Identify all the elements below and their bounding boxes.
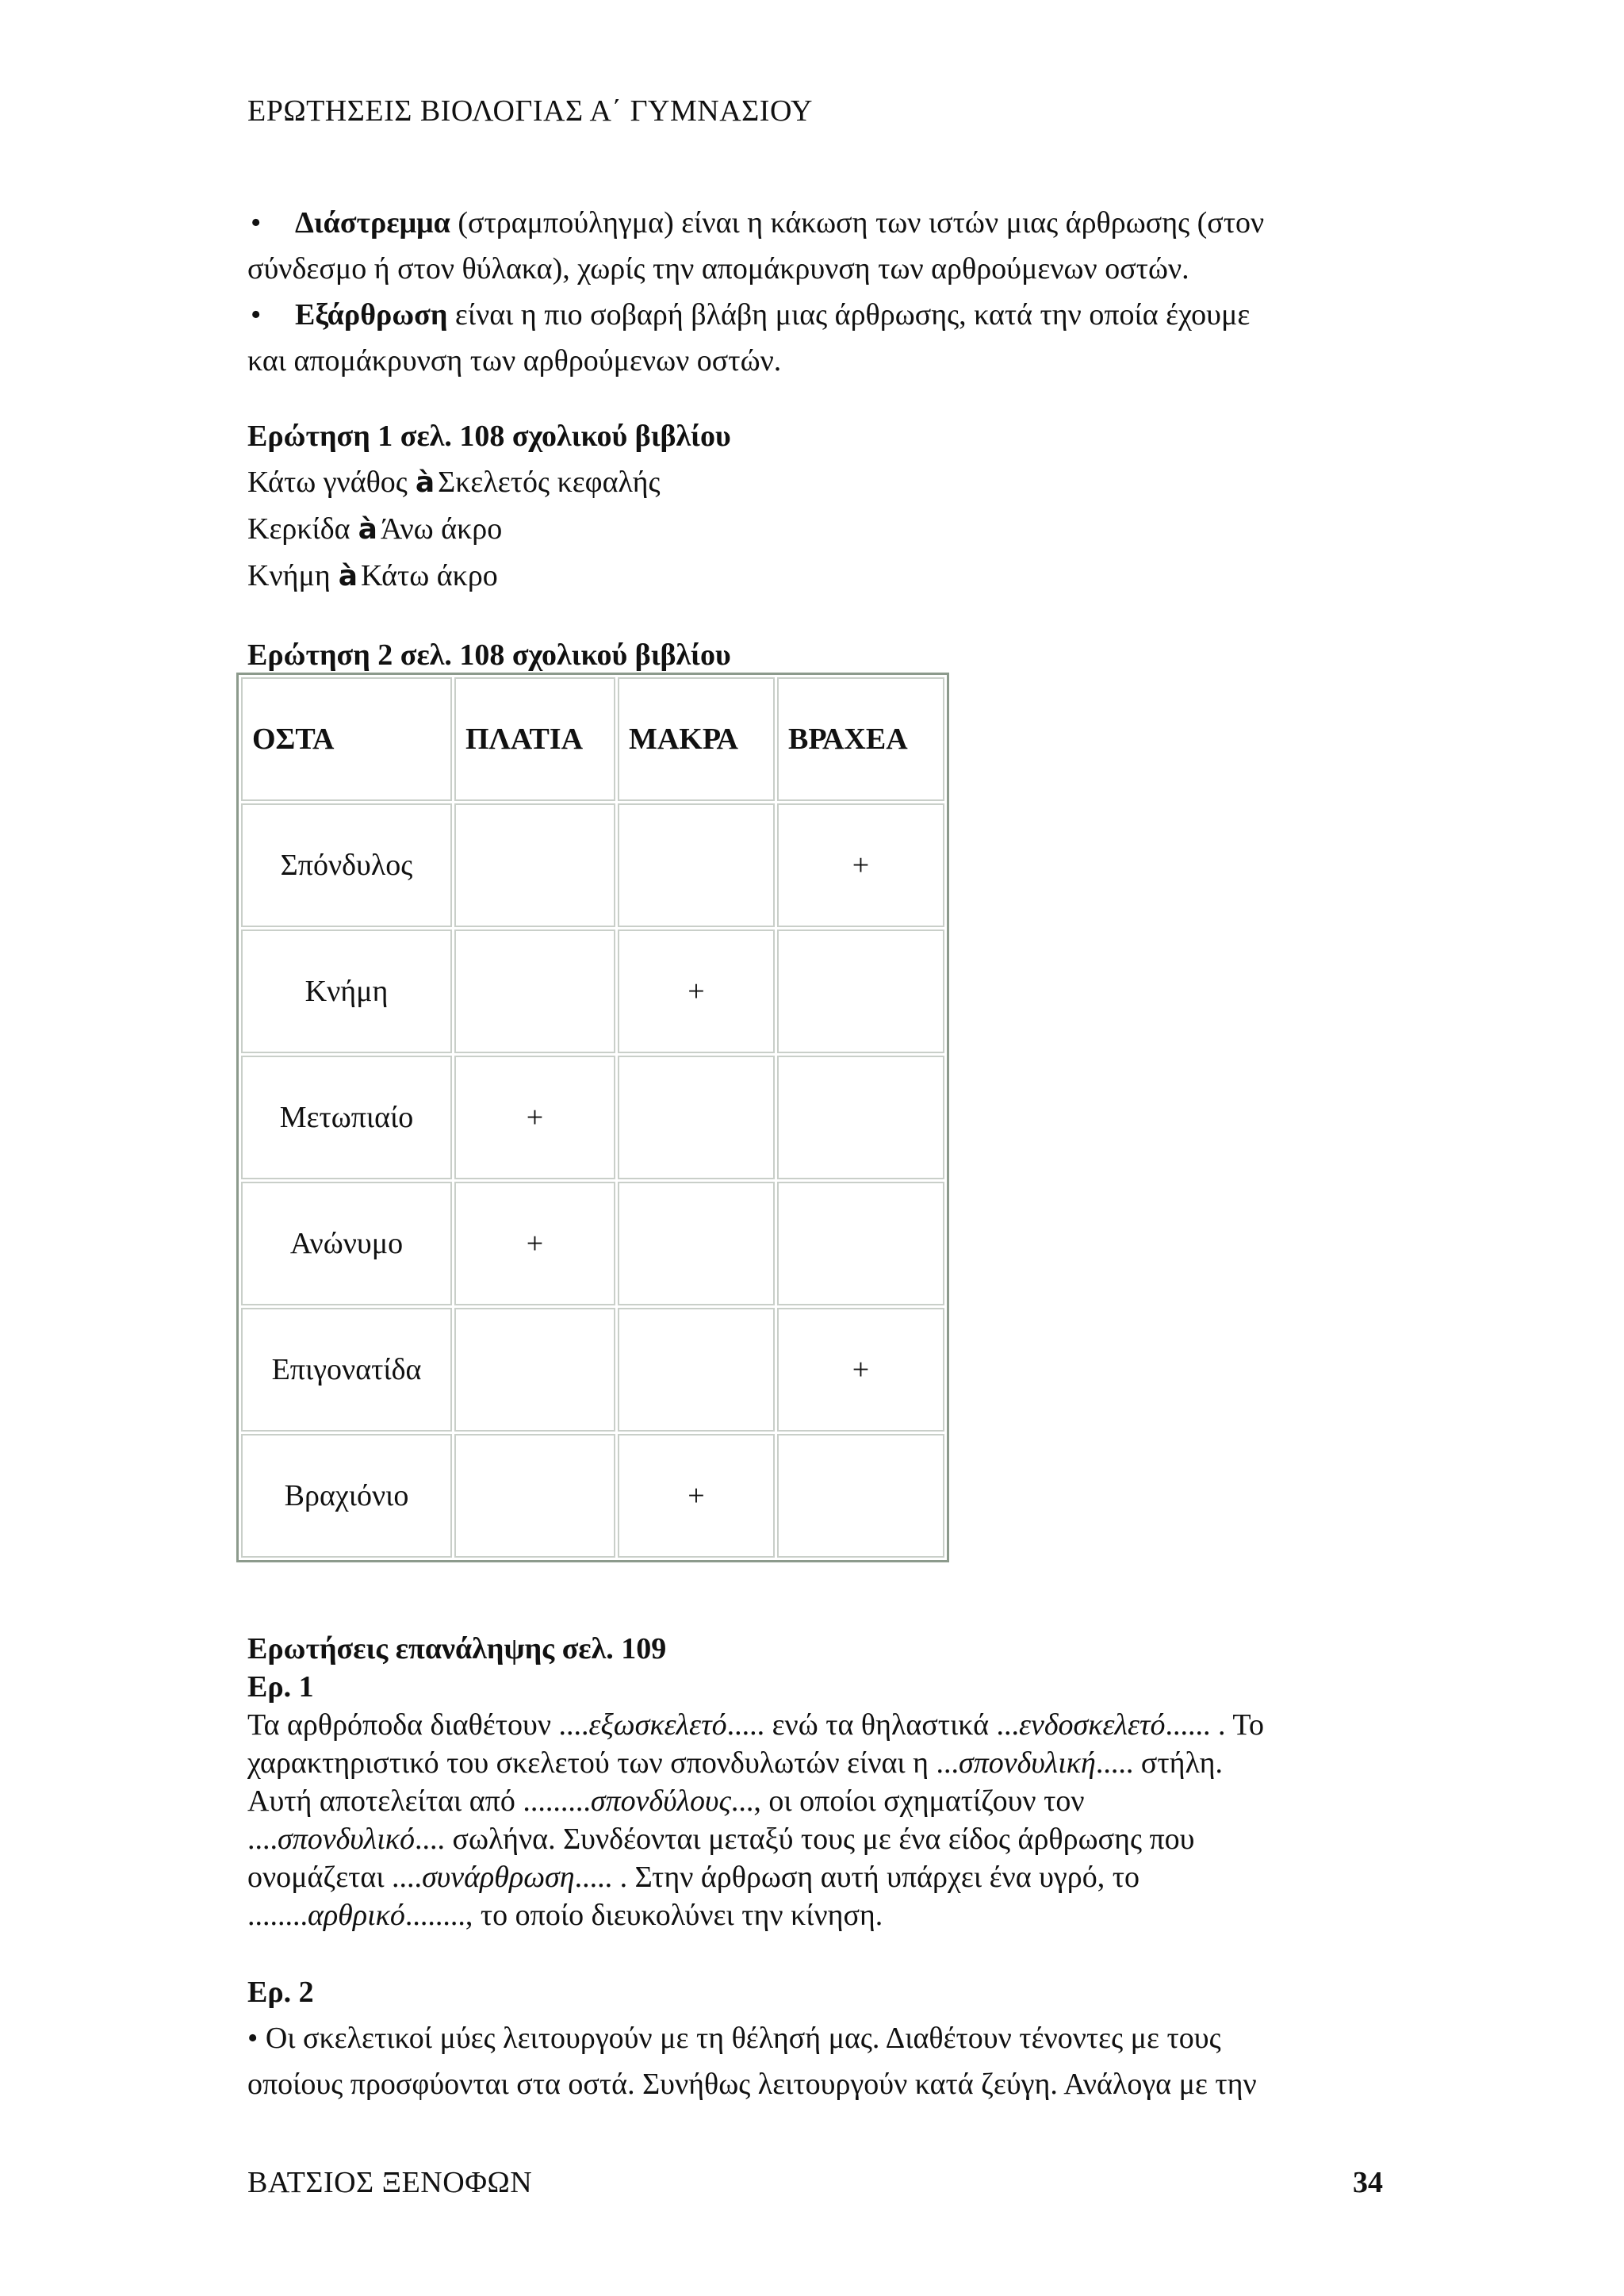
mark-cell: + xyxy=(454,1056,615,1179)
arrow-icon: à xyxy=(358,513,377,546)
table-row xyxy=(241,930,944,1053)
bone-name-cell: Επιγονατίδα xyxy=(241,1308,452,1432)
mark-cell xyxy=(777,1182,944,1305)
review-question-label: Ερ. 2 xyxy=(247,1976,314,2009)
mark-cell: + xyxy=(777,803,944,927)
mark-cell xyxy=(454,1308,615,1432)
paragraph-line: χαρακτηριστικό του σκελετού των σπονδυλωτών είναι η ...σπονδυλική..... στήλη. xyxy=(247,1746,1223,1780)
paragraph-line: ....σπονδυλικό.... σωλήνα. Συνδέονται μεταξύ τους με ένα είδος άρθρωσης που xyxy=(247,1823,1195,1856)
paragraph-line: Τα αρθρόποδα διαθέτουν ....εξωσκελετό..... ενώ τα θηλαστικά ...ενδοσκελετό...... . Το xyxy=(247,1708,1264,1742)
answer-text: σπονδύλους xyxy=(590,1784,731,1818)
table-header-row xyxy=(241,677,944,801)
mark-cell xyxy=(454,1434,615,1558)
review-section xyxy=(247,1630,1389,1934)
answer-text: εξωσκελετό xyxy=(588,1708,727,1742)
mapping-row: Κάτω γνάθος à Σκελετός κεφαλής xyxy=(247,459,1389,506)
question1-heading: Ερώτηση 1 σελ. 108 σχολικού βιβλίου xyxy=(247,420,731,453)
paragraph-line: Αυτή αποτελείται από .........σπονδύλους..., οι οποίοι σχηματίζουν τον xyxy=(247,1784,1085,1818)
definition-item xyxy=(247,292,1389,338)
paragraph-line: οποίους προσφύονται στα οστά. Συνήθως λειτουργούν κατά ζεύγη. Ανάλογα με την xyxy=(247,2068,1257,2101)
mark-cell xyxy=(777,1434,944,1558)
review-question2 xyxy=(247,1969,1389,2107)
mapping-row: Κνήμη à Κάτω άκρο xyxy=(247,553,1389,600)
question2-heading: Ερώτηση 2 σελ. 108 σχολικού βιβλίου xyxy=(247,638,731,672)
paragraph-line: ονομάζεται ....συνάρθρωση..... . Στην άρθρωση αυτή υπάρχει ένα υγρό, το xyxy=(247,1861,1139,1894)
mark-cell: + xyxy=(454,1182,615,1305)
mark-cell: + xyxy=(777,1308,944,1432)
bone-name-cell: Μετωπιαίο xyxy=(241,1056,452,1179)
review-question-label: Ερ. 1 xyxy=(247,1670,314,1704)
mark-cell xyxy=(454,803,615,927)
definition-term: Διάστρεμμα xyxy=(295,206,450,240)
arrow-icon: à xyxy=(338,560,358,592)
answer-text: σπονδυλικό xyxy=(278,1823,416,1856)
bullet-icon: • xyxy=(247,2022,259,2055)
definition-text: (στραμπούληγμα) είναι η κάκωση των ιστών μιας άρθρωσης (στον xyxy=(450,206,1265,240)
page-header: ΕΡΩΤΗΣΕΙΣ ΒΙΟΛΟΓΙΑΣ Α΄ ΓΥΜΝΑΣΙΟΥ xyxy=(247,94,813,128)
definition-item xyxy=(247,200,1389,246)
page-footer-author: ΒΑΤΣΙΟΣ ΞΕΝΟΦΩΝ xyxy=(247,2166,533,2199)
answer-text: ενδοσκελετό xyxy=(1019,1708,1166,1742)
review-heading: Ερωτήσεις επανάληψης σελ. 109 xyxy=(247,1632,667,1665)
column-header: ΠΛΑΤΙΑ xyxy=(454,677,615,801)
mark-cell xyxy=(777,1056,944,1179)
mark-cell xyxy=(618,1182,775,1305)
definitions-section xyxy=(247,200,1389,384)
answer-text: σπονδυλική xyxy=(959,1746,1096,1780)
definition-text: είναι η πιο σοβαρή βλάβη μιας άρθρωσης, κατά την οποία έχουμε xyxy=(447,298,1251,332)
bone-name-cell: Κνήμη xyxy=(241,930,452,1053)
table-row xyxy=(241,1434,944,1558)
bone-name-cell: Βραχιόνιο xyxy=(241,1434,452,1558)
table-row xyxy=(241,1056,944,1179)
mark-cell: + xyxy=(618,930,775,1053)
column-header: ΟΣΤΑ xyxy=(241,677,452,801)
question2-section xyxy=(247,632,1389,678)
question1-section xyxy=(247,413,1389,600)
paragraph-line: • Οι σκελετικοί μύες λειτουργούν με τη θέλησή μας. Διαθέτουν τένοντες με τους xyxy=(247,2022,1221,2055)
mark-cell: + xyxy=(618,1434,775,1558)
mark-cell xyxy=(618,1056,775,1179)
bone-name-cell: Σπόνδυλος xyxy=(241,803,452,927)
mark-cell xyxy=(777,930,944,1053)
paragraph-line: ........αρθρικό........, το οποίο διευκολύνει την κίνηση. xyxy=(247,1899,883,1932)
bullet-icon: • xyxy=(251,206,262,240)
definition-text-continued: σύνδεσμο ή στον θύλακα), χωρίς την απομάκρυνση των αρθρούμενων οστών. xyxy=(247,252,1189,286)
column-header: ΒΡΑΧΕΑ xyxy=(777,677,944,801)
column-header: ΜΑΚΡΑ xyxy=(618,677,775,801)
table-row xyxy=(241,803,944,927)
definition-term: Εξάρθρωση xyxy=(295,298,448,332)
mark-cell xyxy=(618,1308,775,1432)
bullet-icon: • xyxy=(251,298,262,332)
bone-name-cell: Ανώνυμο xyxy=(241,1182,452,1305)
mapping-row: Κερκίδα à Άνω άκρο xyxy=(247,506,1389,553)
bones-table xyxy=(236,673,949,1562)
page-number: 34 xyxy=(1353,2166,1383,2199)
arrow-icon: à xyxy=(415,466,435,499)
table-row xyxy=(241,1308,944,1432)
definition-text-continued: και απομάκρυνση των αρθρούμενων οστών. xyxy=(247,344,782,378)
mark-cell xyxy=(618,803,775,927)
table-row xyxy=(241,1182,944,1305)
answer-text: συνάρθρωση xyxy=(422,1861,575,1894)
answer-text: αρθρικό xyxy=(308,1899,405,1932)
mark-cell xyxy=(454,930,615,1053)
